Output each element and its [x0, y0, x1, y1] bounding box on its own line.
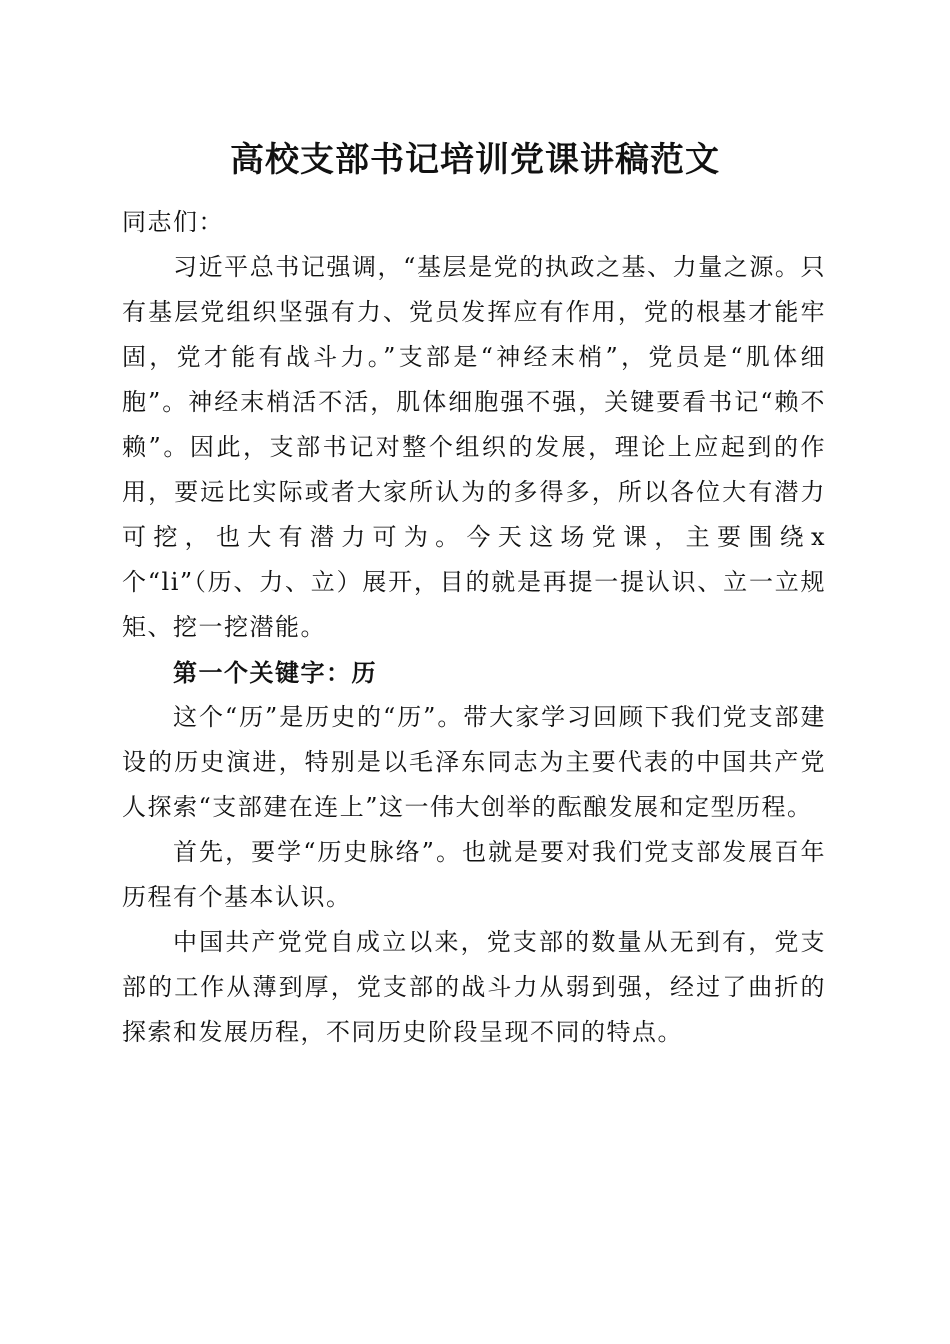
document-title: 高校支部书记培训党课讲稿范文 — [230, 140, 720, 180]
document-body — [122, 200, 826, 1055]
section-heading: 第一个关键字：历 — [173, 658, 377, 687]
section-paragraph-1: 这个“历”是历史的“历”。带大家学习回顾下我们党支部建设的历史演进，特别是以毛泽东同志为主要代表的中国共产党人探索“支部建在连上”这一伟大创举的酝酿发展和定型历程。 — [122, 703, 826, 821]
section-paragraph-3: 中国共产党党自成立以来，党支部的数量从无到有，党支部的工作从薄到厚，党支部的战斗力从弱到强，经过了曲折的探索和发展历程，不同历史阶段呈现不同的特点。 — [122, 928, 826, 1046]
intro-paragraph: 习近平总书记强调，“基层是党的执政之基、力量之源。只有基层党组织坚强有力、党员发挥应有作用，党的根基才能牢固，党才能有战斗力。”支部是“神经末梢”，党员是“肌体细胞”。神经末梢活不活，肌体细胞强不强，关键要看书记“赖不赖”。因此，支部书记对整个组织的发展，理论上应起到的作用，要远比实际或者大家所认为的多得多，所以各位大有潜力可挖，也大有潜力可为。今天这场党课，主要围绕x个“li”（历、力、立）展开，目的就是再提一提认识、立一立规矩、挖一挖潜能。 — [122, 253, 826, 641]
section-paragraph-2: 首先，要学“历史脉络”。也就是要对我们党支部发展百年历程有个基本认识。 — [122, 838, 826, 911]
salutation: 同志们： — [122, 208, 224, 236]
